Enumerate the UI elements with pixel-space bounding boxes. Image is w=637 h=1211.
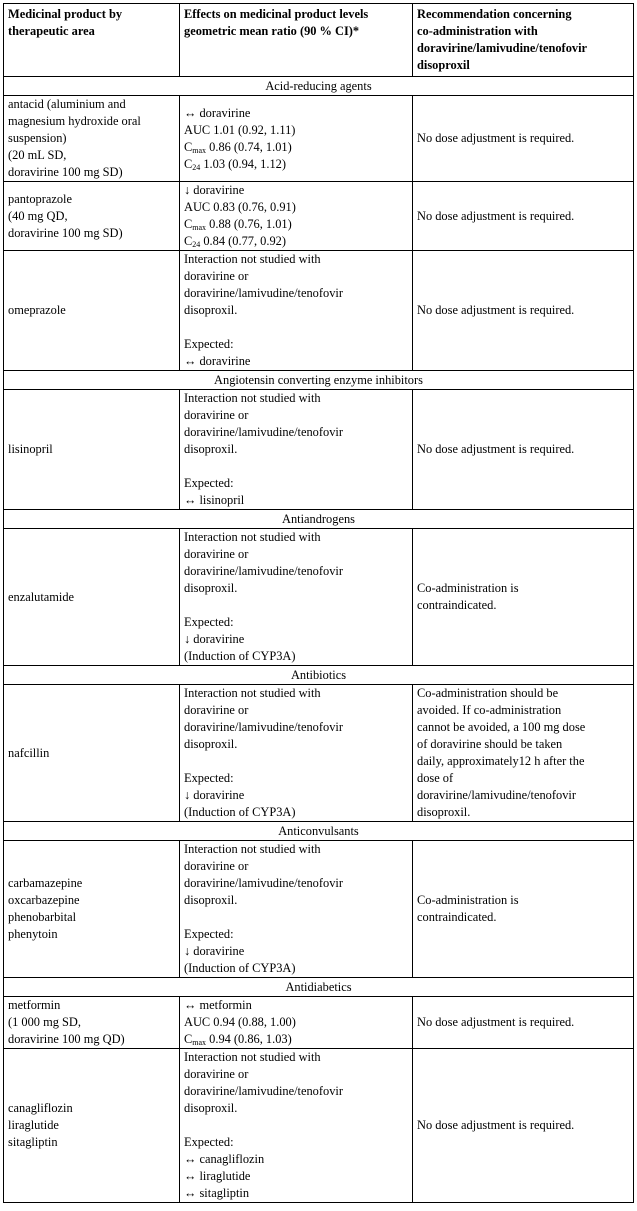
recommendation-cell: Co-administration is contraindicated. <box>413 841 634 978</box>
effect-cell: Interaction not studied with doravirine or doravirine/lamivudine/tenofovir disoproxil. Expected: ↔ lisinopril <box>180 390 413 510</box>
table-row <box>4 251 634 371</box>
group-ace-inhibitors: Angiotensin converting enzyme inhibitors <box>4 371 634 390</box>
product-cell: canagliflozin liraglutide sitagliptin <box>4 1049 180 1203</box>
table-row <box>4 685 634 822</box>
group-row <box>4 822 634 841</box>
table-row <box>4 96 634 182</box>
recommendation-cell: Co-administration is contraindicated. <box>413 529 634 666</box>
effect-cell: Interaction not studied with doravirine or doravirine/lamivudine/tenofovir disoproxil. Expected: ↓ doravirine (Induction of CYP3A) <box>180 685 413 822</box>
effect-cell: Interaction not studied with doravirine or doravirine/lamivudine/tenofovir disoproxil. Expected: ↔ canagliflozin ↔ liraglutide ↔ sitagliptin <box>180 1049 413 1203</box>
group-row <box>4 978 634 997</box>
cmax-line: $C_{max}$ 0.94 (0.86, 1.03) <box>184 1032 292 1047</box>
table-row <box>4 390 634 510</box>
table-row <box>4 841 634 978</box>
group-anticonvulsants: Anticonvulsants <box>4 822 634 841</box>
c24-line: $C_{24}$ 1.03 (0.94, 1.12) <box>184 156 286 172</box>
effect-cell: Interaction not studied with doravirine or doravirine/lamivudine/tenofovir disoproxil. Expected: ↔ doravirine <box>180 251 413 371</box>
product-cell: omeprazole <box>4 251 180 371</box>
product-cell: metformin (1 000 mg SD, doravirine 100 mg QD) <box>4 997 180 1049</box>
product-cell: lisinopril <box>4 390 180 510</box>
product-cell: nafcillin <box>4 685 180 822</box>
table-row <box>4 997 634 1049</box>
recommendation-cell: No dose adjustment is required. <box>413 1049 634 1203</box>
recommendation-cell: Co-administration should be avoided. If co-administration cannot be avoided, a 100 mg dose of doravirine should be taken daily, approximately12 h after the dose of doravirine/lamivudine/tenofovir disoproxil. <box>413 685 634 822</box>
header-effects: Effects on medicinal product levels geometric mean ratio (90 % CI)* <box>180 4 413 77</box>
recommendation-cell: No dose adjustment is required. <box>413 390 634 510</box>
effect-cell: Interaction not studied with doravirine or doravirine/lamivudine/tenofovir disoproxil. Expected: ↓ doravirine (Induction of CYP3A) <box>180 841 413 978</box>
product-cell: carbamazepine oxcarbazepine phenobarbital phenytoin <box>4 841 180 978</box>
table-header-row <box>4 4 634 77</box>
effect-cell: ↓ doravirine AUC 0.83 (0.76, 0.91) $C_{max}$ 0.88 (0.76, 1.01) $C_{24}$ 0.84 (0.77, 0.92) <box>180 182 413 251</box>
product-cell: pantoprazole (40 mg QD, doravirine 100 mg SD) <box>4 182 180 251</box>
recommendation-cell: No dose adjustment is required. <box>413 997 634 1049</box>
recommendation-cell: No dose adjustment is required. <box>413 251 634 371</box>
interaction-table <box>3 3 634 1203</box>
c24-line: $C_{24}$ 0.84 (0.77, 0.92) <box>184 234 286 249</box>
header-product-by-area: Medicinal product by therapeutic area <box>4 4 180 77</box>
recommendation-cell: No dose adjustment is required. <box>413 182 634 251</box>
product-cell: antacid (aluminium and magnesium hydroxide oral suspension) (20 mL SD, doravirine 100 mg SD) <box>4 96 180 182</box>
group-antiandrogens: Antiandrogens <box>4 510 634 529</box>
header-recommendation: Recommendation concerning co-administration with doravirine/lamivudine/tenofovir disoproxil <box>413 4 634 77</box>
effect-cell: ↔ doravirine AUC 1.01 (0.92, 1.11) $C_{max}$ 0.86 (0.74, 1.01) $C_{24}$ 1.03 (0.94, 1.12) <box>180 96 413 182</box>
group-row <box>4 371 634 390</box>
group-antibiotics: Antibiotics <box>4 666 634 685</box>
group-antidiabetics: Antidiabetics <box>4 978 634 997</box>
table-row <box>4 182 634 251</box>
group-row <box>4 666 634 685</box>
group-row <box>4 77 634 96</box>
table-row <box>4 1049 634 1203</box>
recommendation-cell: No dose adjustment is required. <box>413 96 634 182</box>
cmax-line: $C_{max}$ 0.86 (0.74, 1.01) <box>184 139 292 155</box>
table-row <box>4 529 634 666</box>
group-acid-reducing-agents: Acid-reducing agents <box>4 77 634 96</box>
group-row <box>4 510 634 529</box>
product-cell: enzalutamide <box>4 529 180 666</box>
effect-cell: ↔ metformin AUC 0.94 (0.88, 1.00) $C_{max}$ 0.94 (0.86, 1.03) <box>180 997 413 1049</box>
effect-cell: Interaction not studied with doravirine or doravirine/lamivudine/tenofovir disoproxil. Expected: ↓ doravirine (Induction of CYP3A) <box>180 529 413 666</box>
cmax-line: $C_{max}$ 0.88 (0.76, 1.01) <box>184 217 292 232</box>
